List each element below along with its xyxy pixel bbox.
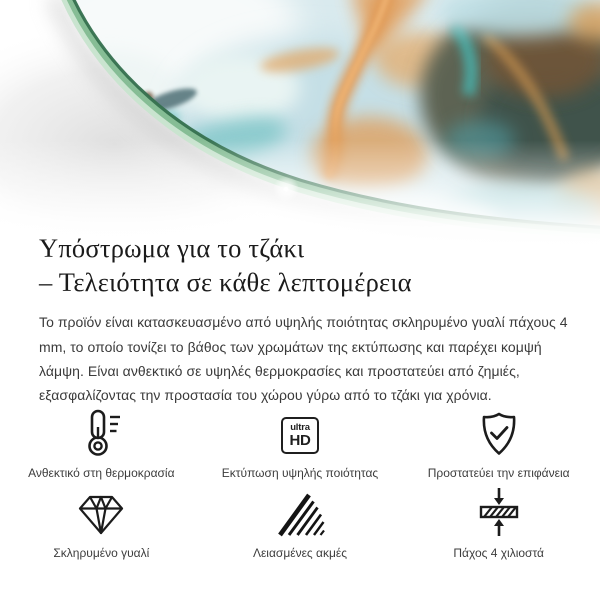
glass-panel-image: [0, 0, 600, 248]
diamond-icon: [75, 488, 127, 538]
product-photo: [0, 0, 600, 248]
feature-label: Εκτύπωση υψηλής ποιότητας: [221, 465, 379, 480]
ultra-hd-badge-top: ultra: [290, 421, 310, 433]
ultra-hd-badge-bottom: HD: [289, 431, 311, 449]
feature-surface-protection: [399, 408, 598, 480]
feature-thickness: [399, 488, 598, 560]
feature-label: Ανθεκτικό στη θερμοκρασία: [28, 465, 175, 480]
feature-label: Λειασμένες ακμές: [252, 545, 348, 560]
page-title: [39, 232, 572, 299]
feature-temperature: [2, 408, 201, 480]
ultra-hd-icon: [281, 408, 319, 458]
thermometer-icon: [80, 408, 122, 458]
title-line-2: – Τελειότητα σε κάθε λεπτομέρεια: [39, 266, 412, 297]
feature-polished-edges: [201, 488, 400, 560]
feature-label: Προστατεύει την επιφάνεια: [427, 465, 570, 480]
features-grid: [0, 408, 600, 560]
polished-edges-icon: [275, 488, 325, 538]
product-info-section: [0, 232, 600, 408]
thickness-icon: [477, 488, 521, 538]
product-description: Το προϊόν είναι κατασκευασμένο από υψηλής ποιότητας σκληρυμένο γυαλί πάχους 4 mm, το οποίο τονίζει το βάθος των χρωμάτων της εκτύπωσης και παρέχει κομψή λάμψη. Είναι ανθεκτικό σε υψηλές θερμοκρασίες και προστατεύει από ζημιές, εξασφαλίζοντας την προστασία του χώρου γύρω από το τζάκι για χρόνια.: [39, 314, 568, 404]
shield-check-icon: [477, 408, 521, 458]
title-line-1: Υπόστρωμα για το τζάκι: [39, 233, 305, 263]
feature-tempered-glass: [2, 488, 201, 560]
feature-label: Σκληρυμένο γυαλί: [53, 545, 150, 560]
feature-print-quality: [201, 408, 400, 480]
feature-label: Πάχος 4 χιλιοστά: [453, 545, 544, 560]
